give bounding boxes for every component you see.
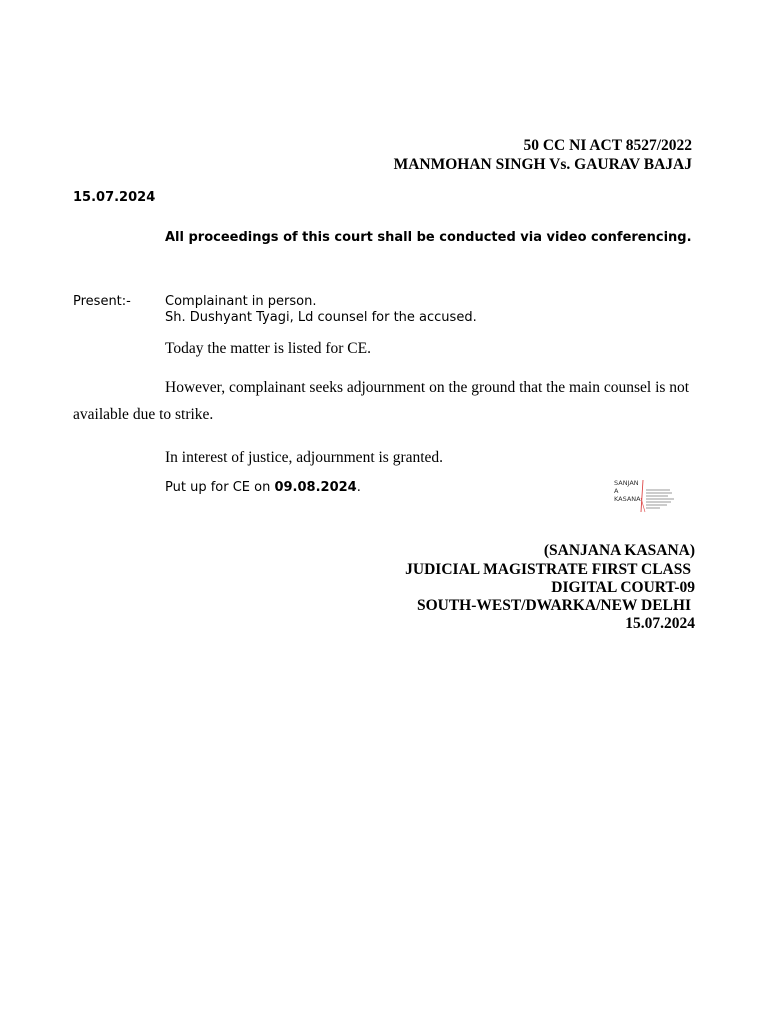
listing-paragraph: Today the matter is listed for CE. [165,340,371,357]
digital-signature-stamp [612,478,678,518]
case-number: 50 CC NI ACT 8527/2022 [523,137,692,154]
present-line-counsel: Sh. Dushyant Tyagi, Ld counsel for the accused. [165,310,477,325]
order-date: 15.07.2024 [73,190,156,205]
signature-name-line: KASANA [614,495,641,503]
next-hearing-date: 09.08.2024 [274,480,357,495]
signatory-court: DIGITAL COURT-09 [551,579,695,596]
put-up-line [165,480,361,495]
signatory-designation: JUDICIAL MAGISTRATE FIRST CLASS [405,561,691,578]
signatory-location: SOUTH-WEST/DWARKA/NEW DELHI [416,597,691,614]
signature-name-line: A [614,487,619,495]
present-label: Present:- [73,294,131,309]
adjournment-granted-paragraph: In interest of justice, adjournment is granted. [165,449,444,466]
signatory-name: (SANJANA KASANA) [543,542,695,559]
case-parties: MANMOHAN SINGH Vs. GAURAV BAJAJ [393,156,692,173]
adjournment-request-paragraph: However, complainant seeks adjournment on the ground that the main counsel is not available due to strike. [73,379,690,423]
present-line-complainant: Complainant in person. [165,294,317,309]
put-up-prefix: Put up for CE on [165,480,275,495]
signature-mark-icon [612,478,678,518]
signature-name-line: SANJAN [614,479,639,487]
signature-date: 15.07.2024 [625,615,695,632]
put-up-suffix: . [356,480,361,495]
video-conferencing-notice: All proceedings of this court shall be conducted via video conferencing. [165,230,692,245]
